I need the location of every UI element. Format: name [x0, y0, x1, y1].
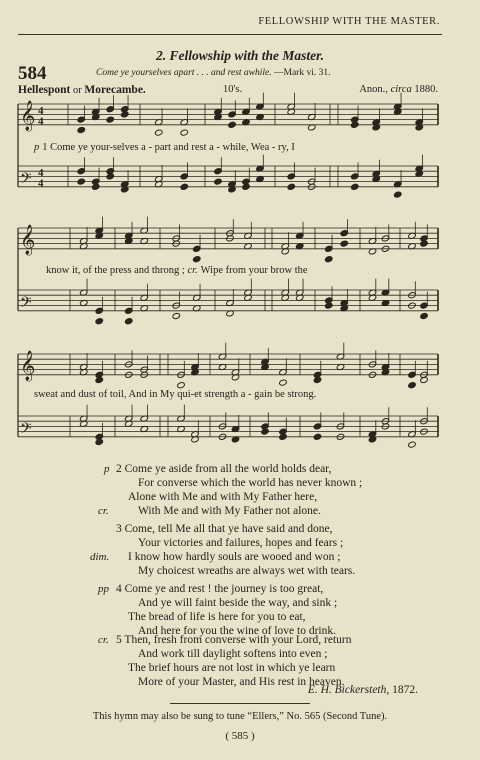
author-attribution: E. H. Bickersteth, 1872.	[307, 684, 418, 696]
stanza-5-line-1: 5 Then, fresh from converse with your Lord, return	[116, 634, 352, 646]
svg-text:𝄢: 𝄢	[20, 293, 32, 315]
hymn-title: 2. Fellowship with the Master.	[155, 48, 325, 63]
page-number: ( 585 )	[225, 730, 255, 742]
stanza-4-line-3: The bread of life is here for you to eat,	[128, 611, 306, 623]
svg-text:𝄞: 𝄞	[20, 100, 36, 131]
stanza-2-line-4: With Me and with My Father not alone.	[138, 505, 321, 517]
stanza-5-mark: cr.	[98, 634, 109, 646]
epigraph-reference: —Mark vi. 31.	[274, 68, 331, 78]
stanza-5-line-3: The brief hours are not lost in which ye learn	[128, 662, 336, 674]
stanza-2-line-3: Alone with Me and with My Father here,	[128, 491, 318, 503]
hymn-number: 584	[18, 63, 47, 84]
stanza-2-mark: p	[104, 463, 110, 475]
stanza-4-line-2: And ye will faint beside the way, and sink ;	[138, 597, 338, 609]
stanza-2-line-1: 2 Come ye aside from all the world holds dear,	[116, 463, 332, 475]
svg-text:𝄢: 𝄢	[20, 169, 32, 191]
stanza-3-line-2: Your victories and failures, hopes and fears ;	[138, 537, 344, 549]
svg-text:𝄢: 𝄢	[20, 419, 32, 441]
tune-composer: Anon., circa 1880.	[359, 84, 438, 95]
stanza-4-line-1: 4 Come ye and rest ! the journey is too great,	[116, 583, 324, 595]
lyric-line-2: know it, of the press and throng ; cr. Wipe from your brow the	[46, 265, 308, 276]
epigraph-quote: Come ye yourselves apart . . . and rest awhile.	[96, 68, 272, 78]
stanza-5-line-2: And work till daylight softens into even ;	[138, 648, 328, 660]
tune-name-2: Morecambe.	[84, 84, 146, 96]
svg-text:4: 4	[38, 177, 44, 190]
svg-text:4: 4	[38, 115, 44, 128]
stanza-3-line-1: 3 Come, tell Me all that ye have said and done,	[116, 523, 333, 535]
stanza-2-line-2: For converse which the world has never known ;	[138, 477, 363, 489]
tune-meter: 10's.	[223, 84, 243, 95]
lyric-line-1: p 1 Come ye your-selves a - part and rest a - while, Wea - ry, I	[34, 142, 295, 153]
svg-text:𝄞: 𝄞	[20, 350, 36, 381]
tune-name-1: Hellespont	[18, 84, 71, 96]
stanza-5-line-4: More of your Master, and His rest in heaven.	[138, 676, 345, 688]
tune-or: or	[73, 85, 82, 96]
running-head: FELLOWSHIP WITH THE MASTER.	[258, 16, 440, 27]
stanza-3-inner-mark: dim.	[90, 551, 110, 563]
stanza-3-line-3: I know how hardly souls are wooed and won ;	[128, 551, 341, 563]
svg-text:4: 4	[38, 104, 44, 117]
stanza-3-line-4: My choicest wreaths are always wet with tears.	[138, 565, 356, 577]
svg-text:𝄞: 𝄞	[20, 224, 36, 255]
stanza-4-mark: pp	[98, 583, 109, 595]
stanza-2-inner-mark: cr.	[98, 505, 109, 517]
stanza-4-line-4: And here for you the wine of love to drink.	[138, 625, 337, 637]
alternate-tune-note: This hymn may also be sung to tune “Ellers,” No. 565 (Second Tune).	[92, 711, 388, 722]
lyric-line-3: sweat and dust of toil, And in My qui-et strength a - gain be strong.	[34, 389, 317, 400]
svg-text:4: 4	[38, 166, 44, 179]
footer-rule	[170, 703, 310, 704]
